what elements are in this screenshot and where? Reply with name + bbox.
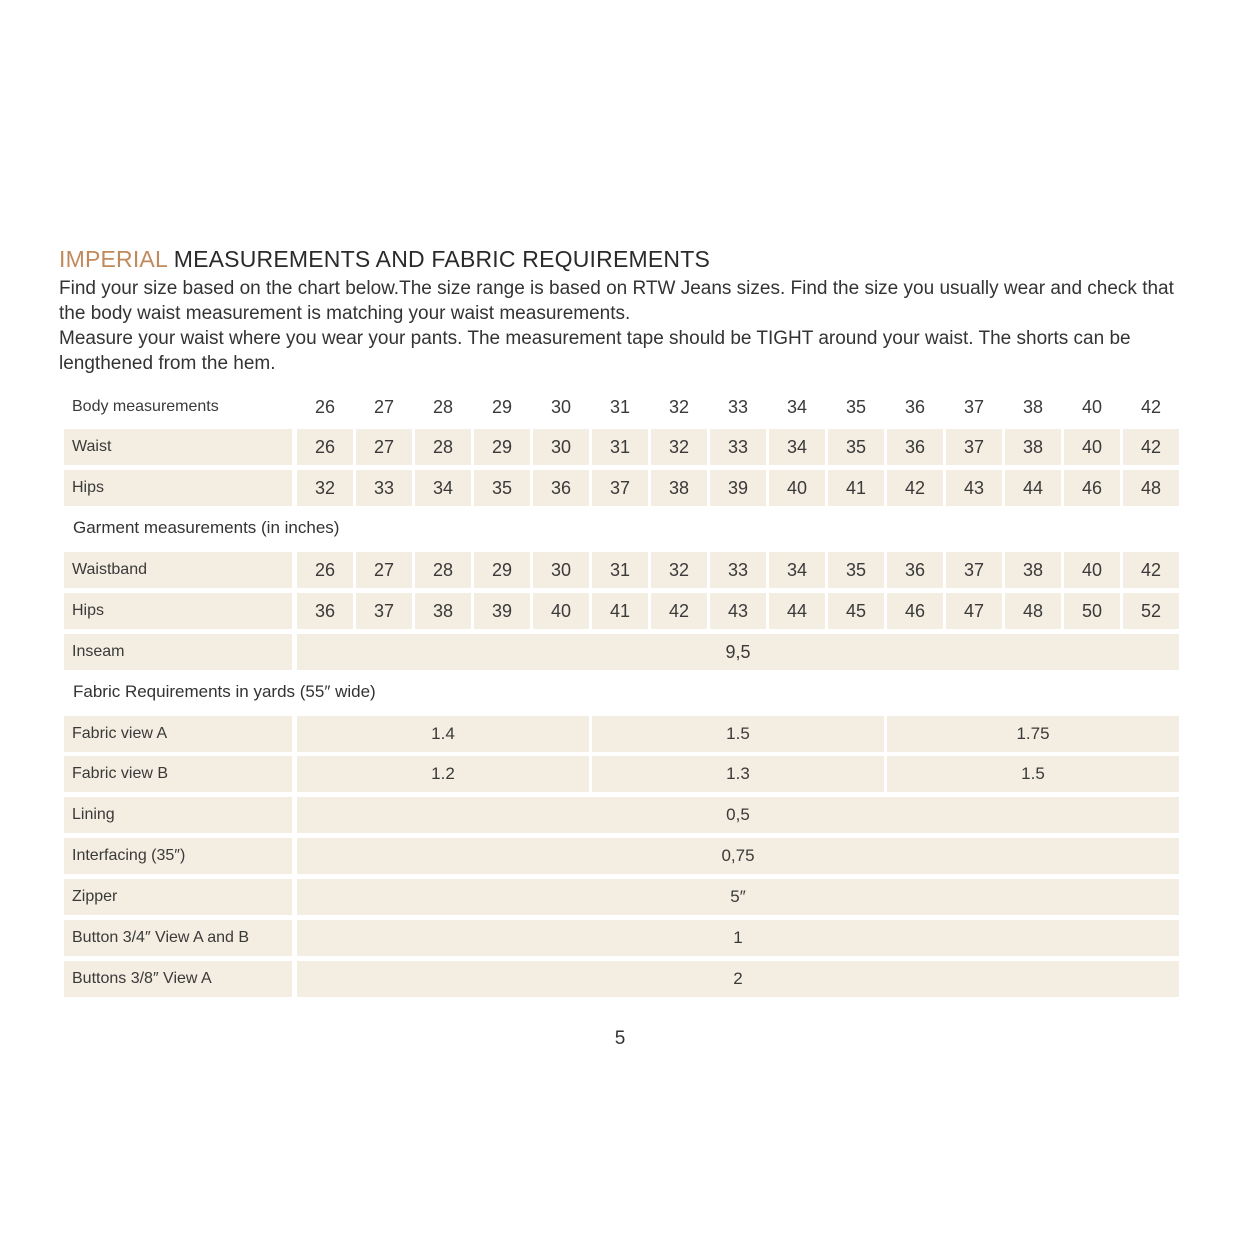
body-row-label: Hips [64, 470, 292, 506]
garment-value-cell: 44 [769, 593, 825, 629]
body-value-cell: 36 [533, 470, 589, 506]
body-value-cell: 27 [356, 429, 412, 465]
garment-row-label: Waistband [64, 552, 292, 588]
garment-value-cell: 52 [1123, 593, 1179, 629]
fabric-value-cell: 0,5 [297, 797, 1179, 833]
garment-value-cell: 36 [887, 552, 943, 588]
body-measurements-label: Body measurements [72, 398, 219, 415]
size-header-cell: 33 [727, 396, 749, 417]
body-value-cell: 42 [887, 470, 943, 506]
body-value-cell: 32 [651, 429, 707, 465]
body-value-cell: 28 [415, 429, 471, 465]
fabric-value-cell: 0,75 [297, 838, 1179, 874]
body-value-cell: 30 [533, 429, 589, 465]
body-value-cell: 48 [1123, 470, 1179, 506]
garment-value-cell: 30 [533, 552, 589, 588]
size-header-cell: 31 [609, 396, 631, 417]
body-value-cell: 36 [887, 429, 943, 465]
size-header-cell: 38 [1022, 396, 1044, 417]
size-header-cell: 27 [373, 396, 395, 417]
body-value-cell: 33 [710, 429, 766, 465]
size-header-cell: 29 [491, 396, 513, 417]
body-value-cell: 42 [1123, 429, 1179, 465]
inseam-value: 9,5 [297, 634, 1179, 670]
garment-value-cell: 35 [828, 552, 884, 588]
size-header-cell: 37 [963, 396, 985, 417]
garment-value-cell: 42 [651, 593, 707, 629]
garment-value-cell: 26 [297, 552, 353, 588]
body-value-cell: 35 [828, 429, 884, 465]
garment-value-cell: 28 [415, 552, 471, 588]
garment-value-cell: 45 [828, 593, 884, 629]
garment-value-cell: 27 [356, 552, 412, 588]
garment-value-cell: 40 [1064, 552, 1120, 588]
size-header-cell: 42 [1140, 396, 1162, 417]
intro-text [59, 276, 1179, 376]
heading-accent: IMPERIAL [59, 246, 168, 272]
body-value-cell: 34 [769, 429, 825, 465]
size-header-cell: 28 [432, 396, 454, 417]
body-value-cell: 37 [592, 470, 648, 506]
garment-value-cell: 37 [946, 552, 1002, 588]
garment-value-cell: 38 [415, 593, 471, 629]
body-value-cell: 38 [1005, 429, 1061, 465]
fabric-value-cell: 1.4 [297, 716, 589, 752]
body-value-cell: 40 [1064, 429, 1120, 465]
fabric-row-label: Fabric view A [64, 716, 292, 752]
size-header-cell: 35 [845, 396, 867, 417]
heading-rest: MEASUREMENTS AND FABRIC REQUIREMENTS [173, 246, 710, 272]
size-header-cell: 36 [904, 396, 926, 417]
body-value-cell: 34 [415, 470, 471, 506]
garment-value-cell: 39 [474, 593, 530, 629]
fabric-value-cell: 1.5 [887, 756, 1179, 792]
garment-value-cell: 37 [356, 593, 412, 629]
body-value-cell: 26 [297, 429, 353, 465]
fabric-value-cell: 1.5 [592, 716, 884, 752]
body-value-cell: 33 [356, 470, 412, 506]
body-value-cell: 41 [828, 470, 884, 506]
garment-value-cell: 32 [651, 552, 707, 588]
fabric-row-label: Button 3/4″ View A and B [64, 920, 292, 956]
body-value-cell: 35 [474, 470, 530, 506]
size-header-cell: 34 [786, 396, 808, 417]
garment-value-cell: 34 [769, 552, 825, 588]
intro-paragraph-2: Measure your waist where you wear your pants. The measurement tape should be TIGHT around your waist. The shorts can be lengthened from the hem. [59, 328, 1131, 374]
intro-paragraph-1: Find your size based on the chart below.The size range is based on RTW Jeans sizes. Find the size you usually wear and check that the body waist measurement is matching your waist measurements. [59, 278, 1174, 324]
fabric-value-cell: 1.75 [887, 716, 1179, 752]
size-header-cell: 26 [314, 396, 336, 417]
garment-section-label: Garment measurements (in inches) [73, 518, 340, 537]
body-value-cell: 46 [1064, 470, 1120, 506]
fabric-row-label: Interfacing (35″) [64, 838, 292, 874]
page-heading [59, 246, 710, 273]
body-value-cell: 43 [946, 470, 1002, 506]
fabric-value-cell: 1.3 [592, 756, 884, 792]
body-value-cell: 38 [651, 470, 707, 506]
garment-value-cell: 31 [592, 552, 648, 588]
fabric-row-label: Lining [64, 797, 292, 833]
garment-value-cell: 36 [297, 593, 353, 629]
fabric-row-label: Fabric view B [64, 756, 292, 792]
garment-value-cell: 47 [946, 593, 1002, 629]
body-value-cell: 39 [710, 470, 766, 506]
size-header-cell: 32 [668, 396, 690, 417]
size-header-cell: 40 [1081, 396, 1103, 417]
fabric-section-label: Fabric Requirements in yards (55″ wide) [73, 682, 376, 701]
garment-value-cell: 42 [1123, 552, 1179, 588]
garment-value-cell: 48 [1005, 593, 1061, 629]
body-row-label: Waist [64, 429, 292, 465]
body-value-cell: 44 [1005, 470, 1061, 506]
body-value-cell: 37 [946, 429, 1002, 465]
body-value-cell: 40 [769, 470, 825, 506]
page-number: 5 [614, 1028, 626, 1049]
fabric-row-label: Buttons 3/8″ View A [64, 961, 292, 997]
garment-row-label: Hips [64, 593, 292, 629]
inseam-label: Inseam [64, 634, 292, 670]
garment-value-cell: 33 [710, 552, 766, 588]
garment-value-cell: 50 [1064, 593, 1120, 629]
garment-value-cell: 40 [533, 593, 589, 629]
fabric-value-cell: 5″ [297, 879, 1179, 915]
garment-value-cell: 46 [887, 593, 943, 629]
body-value-cell: 32 [297, 470, 353, 506]
size-header-cell: 30 [550, 396, 572, 417]
fabric-row-label: Zipper [64, 879, 292, 915]
fabric-value-cell: 1 [297, 920, 1179, 956]
fabric-value-cell: 1.2 [297, 756, 589, 792]
garment-value-cell: 29 [474, 552, 530, 588]
body-value-cell: 31 [592, 429, 648, 465]
garment-value-cell: 43 [710, 593, 766, 629]
body-value-cell: 29 [474, 429, 530, 465]
fabric-value-cell: 2 [297, 961, 1179, 997]
garment-value-cell: 38 [1005, 552, 1061, 588]
garment-value-cell: 41 [592, 593, 648, 629]
